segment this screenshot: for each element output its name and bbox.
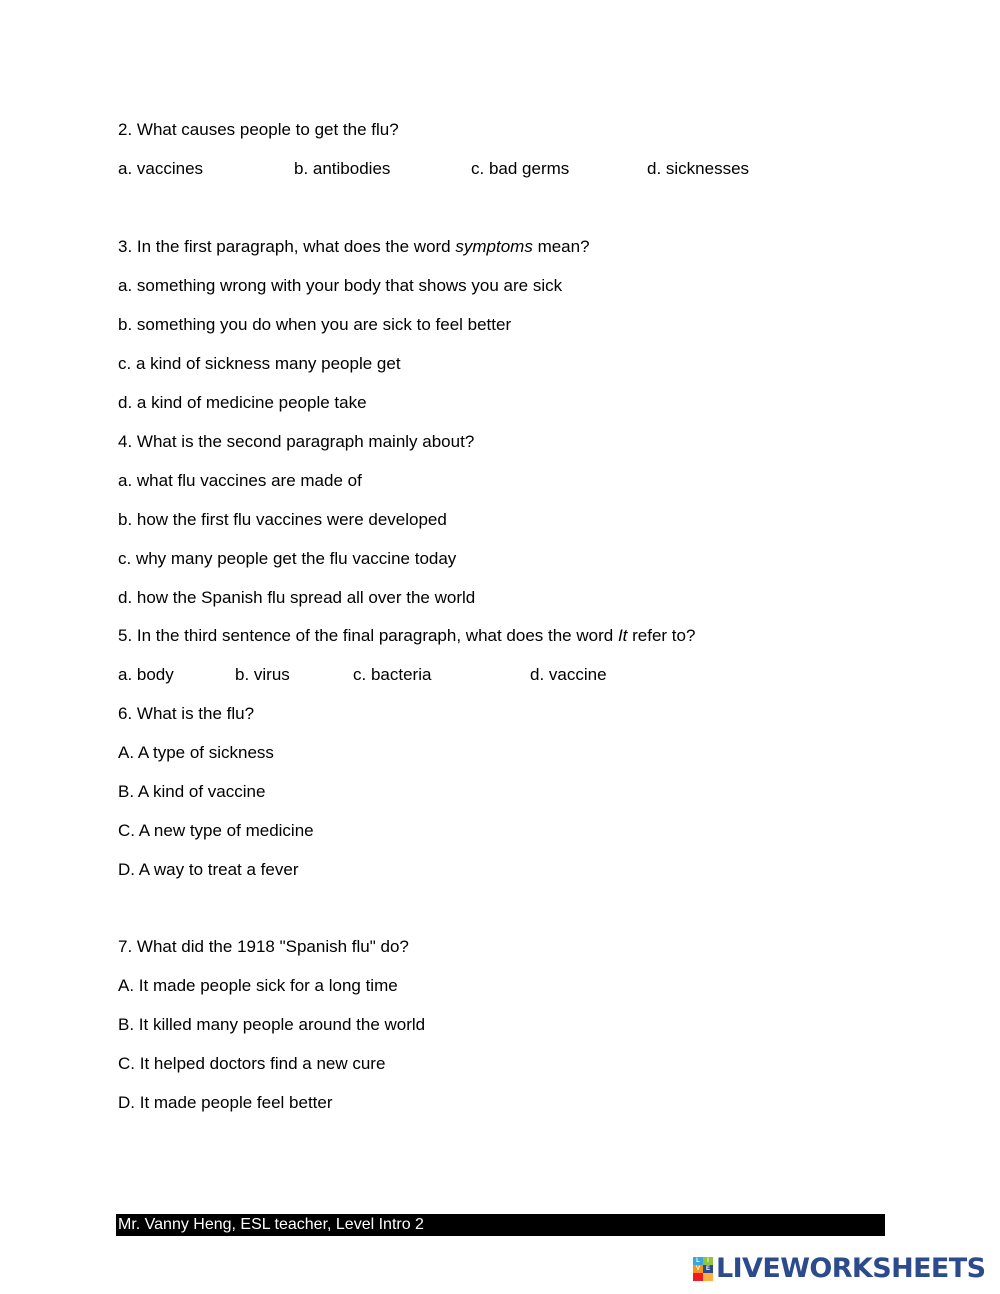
question-5-options [118,665,718,685]
answer-option[interactable]: a. vaccines [118,159,204,178]
answer-option[interactable]: c. why many people get the flu vaccine today [118,549,457,568]
question-4-stem: 4. What is the second paragraph mainly about? [118,432,475,451]
question-6-stem: 6. What is the flu? [118,704,255,723]
answer-option[interactable]: C. It helped doctors find a new cure [118,1054,386,1073]
answer-option[interactable]: a. what flu vaccines are made of [118,471,362,490]
answer-option[interactable]: b. antibodies [294,159,391,178]
answer-option[interactable]: A. It made people sick for a long time [118,976,398,995]
question-7-stem: 7. What did the 1918 "Spanish flu" do? [118,937,409,956]
question-3-stem: 3. In the first paragraph, what does the word symptoms mean? [118,237,590,256]
liveworksheets-logo-text: LIVEWORKSHEETS [716,1253,986,1284]
answer-option[interactable]: d. vaccine [530,665,607,684]
answer-option[interactable]: C. A new type of medicine [118,821,314,840]
answer-option[interactable]: d. how the Spanish flu spread all over the world [118,588,476,607]
question-2-options [118,159,818,179]
answer-option[interactable]: B. A kind of vaccine [118,782,266,801]
answer-option[interactable]: c. bacteria [353,665,432,684]
answer-option[interactable]: b. something you do when you are sick to feel better [118,315,512,334]
answer-option[interactable]: c. bad germs [471,159,570,178]
answer-option[interactable]: A. A type of sickness [118,743,274,762]
answer-option[interactable]: d. sicknesses [647,159,750,178]
question-5-stem: 5. In the third sentence of the final paragraph, what does the word It refer to? [118,626,696,645]
answer-option[interactable]: a. body [118,665,174,684]
question-2-stem: 2. What causes people to get the flu? [118,120,399,139]
answer-option[interactable]: b. virus [235,665,290,684]
answer-option[interactable]: D. It made people feel better [118,1093,333,1112]
answer-option[interactable]: d. a kind of medicine people take [118,393,367,412]
answer-option[interactable]: a. something wrong with your body that shows you are sick [118,276,563,295]
answer-option[interactable]: B. It killed many people around the world [118,1015,426,1034]
liveworksheets-logo [693,1255,985,1283]
liveworksheets-logo-icon: L I V E [693,1257,713,1281]
answer-option[interactable]: b. how the first flu vaccines were developed [118,510,447,529]
footer-credit: Mr. Vanny Heng, ESL teacher, Level Intro 2 [116,1214,885,1236]
answer-option[interactable]: c. a kind of sickness many people get [118,354,401,373]
answer-option[interactable]: D. A way to treat a fever [118,860,299,879]
